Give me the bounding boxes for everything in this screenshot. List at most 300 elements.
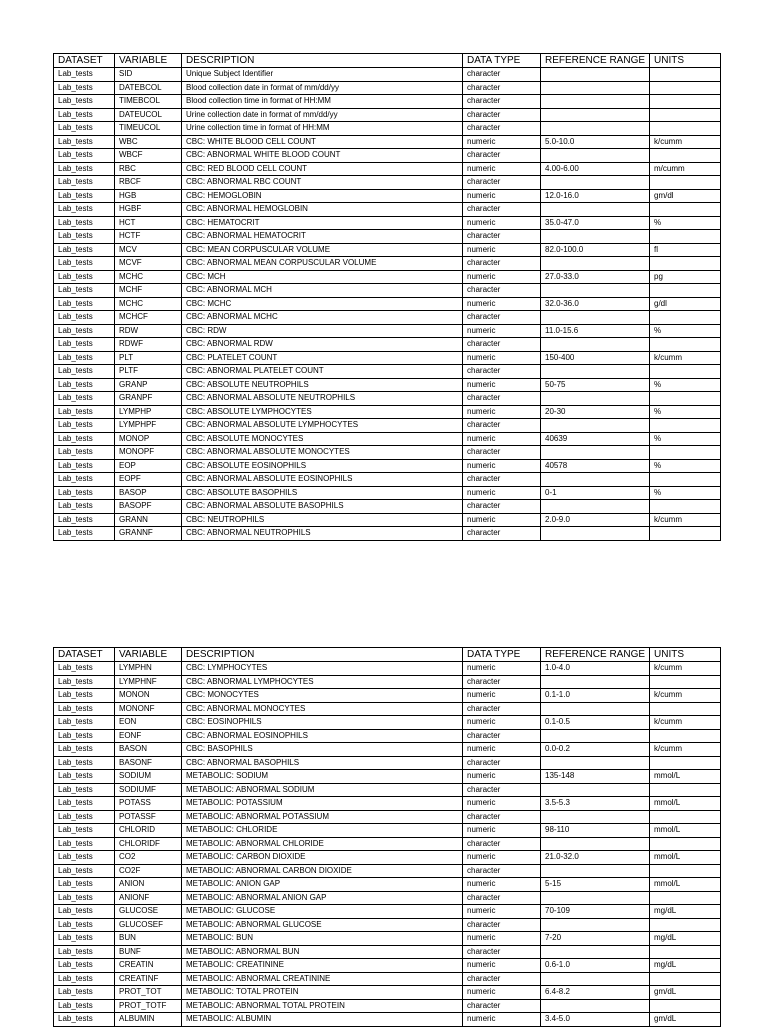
cell-reference-range — [541, 284, 650, 298]
cell-units — [650, 891, 721, 905]
cell-data-type: character — [463, 149, 541, 163]
table-row — [54, 378, 721, 392]
cell-dataset: Lab_tests — [54, 972, 115, 986]
cell-units: % — [650, 324, 721, 338]
cell-units: % — [650, 459, 721, 473]
cell-dataset: Lab_tests — [54, 918, 115, 932]
cell-description: METABOLIC: GLUCOSE — [182, 905, 463, 919]
cell-reference-range: 50-75 — [541, 378, 650, 392]
cell-data-type: numeric — [463, 1013, 541, 1027]
cell-variable: GRANNF — [115, 527, 182, 541]
cell-data-type: numeric — [463, 662, 541, 676]
cell-dataset: Lab_tests — [54, 743, 115, 757]
cell-reference-range — [541, 702, 650, 716]
cell-variable: RDW — [115, 324, 182, 338]
cell-data-type: numeric — [463, 986, 541, 1000]
cell-variable: RBCF — [115, 176, 182, 190]
cell-data-type: numeric — [463, 378, 541, 392]
cell-reference-range — [541, 918, 650, 932]
cell-data-type: character — [463, 864, 541, 878]
cell-units: % — [650, 378, 721, 392]
cell-reference-range: 6.4-8.2 — [541, 986, 650, 1000]
cell-variable: PROT_TOT — [115, 986, 182, 1000]
cell-description: METABOLIC: POTASSIUM — [182, 797, 463, 811]
cell-data-type: numeric — [463, 932, 541, 946]
cell-variable: GLUCOSEF — [115, 918, 182, 932]
cell-description: Blood collection date in format of mm/dd/yy — [182, 81, 463, 95]
cell-description: CBC: ABNORMAL EOSINOPHILS — [182, 729, 463, 743]
cell-reference-range — [541, 149, 650, 163]
table-row — [54, 135, 721, 149]
cell-data-type: numeric — [463, 486, 541, 500]
cell-reference-range: 7-20 — [541, 932, 650, 946]
cell-variable: BUN — [115, 932, 182, 946]
cell-dataset: Lab_tests — [54, 824, 115, 838]
cell-dataset: Lab_tests — [54, 311, 115, 325]
cell-description: CBC: LYMPHOCYTES — [182, 662, 463, 676]
cell-data-type: character — [463, 837, 541, 851]
cell-description: CBC: ABNORMAL MONOCYTES — [182, 702, 463, 716]
cell-dataset: Lab_tests — [54, 959, 115, 973]
cell-dataset: Lab_tests — [54, 851, 115, 865]
cell-description: CBC: MCHC — [182, 297, 463, 311]
cell-description: CBC: ABNORMAL NEUTROPHILS — [182, 527, 463, 541]
cell-units — [650, 918, 721, 932]
cell-data-type: character — [463, 203, 541, 217]
cell-units — [650, 257, 721, 271]
table-row — [54, 324, 721, 338]
cell-variable: CREATIN — [115, 959, 182, 973]
cell-description: METABOLIC: ABNORMAL TOTAL PROTEIN — [182, 999, 463, 1013]
cell-description: CBC: HEMATOCRIT — [182, 216, 463, 230]
cell-dataset: Lab_tests — [54, 932, 115, 946]
cell-variable: POTASS — [115, 797, 182, 811]
cell-dataset: Lab_tests — [54, 176, 115, 190]
table-row — [54, 68, 721, 82]
cell-description: CBC: ABNORMAL HEMOGLOBIN — [182, 203, 463, 217]
cell-reference-range: 3.5-5.3 — [541, 797, 650, 811]
cell-dataset: Lab_tests — [54, 675, 115, 689]
table-row — [54, 810, 721, 824]
cell-reference-range — [541, 837, 650, 851]
table-row — [54, 864, 721, 878]
cell-units: mmol/L — [650, 878, 721, 892]
cell-reference-range: 5.0-10.0 — [541, 135, 650, 149]
cell-units: k/cumm — [650, 716, 721, 730]
cell-dataset: Lab_tests — [54, 257, 115, 271]
cell-units — [650, 729, 721, 743]
table-row — [54, 419, 721, 433]
table-header-row — [54, 648, 721, 662]
cell-units: gm/dl — [650, 189, 721, 203]
cell-reference-range — [541, 230, 650, 244]
table-row — [54, 459, 721, 473]
cell-data-type: character — [463, 68, 541, 82]
cell-data-type: character — [463, 756, 541, 770]
cell-data-type: numeric — [463, 689, 541, 703]
cell-variable: GLUCOSE — [115, 905, 182, 919]
cell-variable: BASOPF — [115, 500, 182, 514]
cell-data-type: numeric — [463, 905, 541, 919]
cell-dataset: Lab_tests — [54, 297, 115, 311]
cell-data-type: character — [463, 500, 541, 514]
cell-description: CBC: PLATELET COUNT — [182, 351, 463, 365]
cell-dataset: Lab_tests — [54, 891, 115, 905]
cell-units: % — [650, 432, 721, 446]
table-row — [54, 675, 721, 689]
cell-dataset: Lab_tests — [54, 999, 115, 1013]
table-row — [54, 432, 721, 446]
cell-units: % — [650, 486, 721, 500]
table-row — [54, 999, 721, 1013]
cell-description: METABOLIC: ABNORMAL POTASSIUM — [182, 810, 463, 824]
cell-dataset: Lab_tests — [54, 1013, 115, 1027]
table-row — [54, 918, 721, 932]
cell-units — [650, 311, 721, 325]
cell-variable: MONOPF — [115, 446, 182, 460]
table-row — [54, 365, 721, 379]
cell-variable: MONON — [115, 689, 182, 703]
cell-reference-range — [541, 81, 650, 95]
cell-dataset: Lab_tests — [54, 432, 115, 446]
cell-reference-range: 12.0-16.0 — [541, 189, 650, 203]
cell-dataset: Lab_tests — [54, 351, 115, 365]
data-dictionary-table-2 — [53, 647, 721, 1027]
cell-data-type: character — [463, 527, 541, 541]
cell-reference-range — [541, 203, 650, 217]
cell-dataset: Lab_tests — [54, 230, 115, 244]
header-variable: VARIABLE — [115, 54, 182, 68]
table-row — [54, 257, 721, 271]
cell-dataset: Lab_tests — [54, 284, 115, 298]
cell-units — [650, 864, 721, 878]
table-row — [54, 702, 721, 716]
cell-data-type: character — [463, 338, 541, 352]
cell-dataset: Lab_tests — [54, 770, 115, 784]
table-row — [54, 743, 721, 757]
cell-description: Blood collection time in format of HH:MM — [182, 95, 463, 109]
table-row — [54, 149, 721, 163]
header-variable: VARIABLE — [115, 648, 182, 662]
cell-variable: BUNF — [115, 945, 182, 959]
cell-description: METABOLIC: SODIUM — [182, 770, 463, 784]
table-row — [54, 176, 721, 190]
cell-units: mmol/L — [650, 797, 721, 811]
cell-description: METABOLIC: ALBUMIN — [182, 1013, 463, 1027]
table-row — [54, 243, 721, 257]
cell-reference-range: 3.4-5.0 — [541, 1013, 650, 1027]
cell-reference-range — [541, 756, 650, 770]
cell-dataset: Lab_tests — [54, 702, 115, 716]
cell-variable: BASONF — [115, 756, 182, 770]
cell-description: METABOLIC: ABNORMAL CREATININE — [182, 972, 463, 986]
table-row — [54, 284, 721, 298]
cell-variable: LYMPHNF — [115, 675, 182, 689]
cell-data-type: character — [463, 365, 541, 379]
cell-dataset: Lab_tests — [54, 95, 115, 109]
cell-reference-range: 27.0-33.0 — [541, 270, 650, 284]
cell-variable: ALBUMIN — [115, 1013, 182, 1027]
cell-units — [650, 122, 721, 136]
cell-reference-range — [541, 473, 650, 487]
cell-reference-range — [541, 176, 650, 190]
cell-dataset: Lab_tests — [54, 365, 115, 379]
cell-variable: CREATINF — [115, 972, 182, 986]
cell-description: CBC: ABNORMAL HEMATOCRIT — [182, 230, 463, 244]
cell-units: mg/dL — [650, 932, 721, 946]
cell-reference-range: 4.00-6.00 — [541, 162, 650, 176]
header-data-type: DATA TYPE — [463, 648, 541, 662]
table-row — [54, 783, 721, 797]
cell-units — [650, 176, 721, 190]
cell-description: CBC: ABNORMAL LYMPHOCYTES — [182, 675, 463, 689]
table-row — [54, 189, 721, 203]
cell-units: fl — [650, 243, 721, 257]
cell-units — [650, 473, 721, 487]
cell-reference-range: 0.0-0.2 — [541, 743, 650, 757]
cell-data-type: character — [463, 108, 541, 122]
table-row — [54, 513, 721, 527]
cell-units — [650, 999, 721, 1013]
cell-data-type: numeric — [463, 851, 541, 865]
cell-dataset: Lab_tests — [54, 419, 115, 433]
cell-reference-range — [541, 999, 650, 1013]
cell-dataset: Lab_tests — [54, 149, 115, 163]
cell-dataset: Lab_tests — [54, 662, 115, 676]
cell-variable: GRANP — [115, 378, 182, 392]
cell-reference-range: 82.0-100.0 — [541, 243, 650, 257]
cell-variable: MCV — [115, 243, 182, 257]
cell-dataset: Lab_tests — [54, 500, 115, 514]
cell-units: k/cumm — [650, 513, 721, 527]
table-row — [54, 905, 721, 919]
cell-description: METABOLIC: ABNORMAL SODIUM — [182, 783, 463, 797]
cell-units — [650, 972, 721, 986]
table-row — [54, 756, 721, 770]
cell-data-type: character — [463, 392, 541, 406]
cell-variable: SID — [115, 68, 182, 82]
cell-units — [650, 68, 721, 82]
cell-dataset: Lab_tests — [54, 689, 115, 703]
cell-data-type: character — [463, 81, 541, 95]
cell-reference-range — [541, 122, 650, 136]
cell-variable: MONOP — [115, 432, 182, 446]
cell-variable: PLTF — [115, 365, 182, 379]
cell-variable: GRANPF — [115, 392, 182, 406]
cell-data-type: numeric — [463, 770, 541, 784]
cell-units: k/cumm — [650, 743, 721, 757]
table-row — [54, 338, 721, 352]
cell-data-type: character — [463, 783, 541, 797]
cell-units — [650, 203, 721, 217]
cell-units: mmol/L — [650, 770, 721, 784]
cell-units: mmol/L — [650, 824, 721, 838]
table-row — [54, 824, 721, 838]
cell-units — [650, 149, 721, 163]
cell-data-type: character — [463, 311, 541, 325]
cell-dataset: Lab_tests — [54, 729, 115, 743]
cell-data-type: numeric — [463, 243, 541, 257]
cell-description: CBC: RED BLOOD CELL COUNT — [182, 162, 463, 176]
header-reference-range: REFERENCE RANGE — [541, 54, 650, 68]
cell-description: METABOLIC: BUN — [182, 932, 463, 946]
cell-dataset: Lab_tests — [54, 513, 115, 527]
cell-units — [650, 675, 721, 689]
cell-reference-range — [541, 392, 650, 406]
cell-data-type: character — [463, 918, 541, 932]
cell-description: CBC: ABNORMAL RDW — [182, 338, 463, 352]
cell-description: METABOLIC: CHLORIDE — [182, 824, 463, 838]
cell-data-type: numeric — [463, 824, 541, 838]
table-row — [54, 689, 721, 703]
cell-reference-range — [541, 95, 650, 109]
cell-data-type: numeric — [463, 270, 541, 284]
cell-data-type: numeric — [463, 324, 541, 338]
cell-reference-range — [541, 783, 650, 797]
cell-variable: LYMPHN — [115, 662, 182, 676]
cell-variable: DATEBCOL — [115, 81, 182, 95]
cell-description: CBC: ABNORMAL WHITE BLOOD COUNT — [182, 149, 463, 163]
cell-units — [650, 756, 721, 770]
cell-data-type: character — [463, 473, 541, 487]
cell-reference-range: 35.0-47.0 — [541, 216, 650, 230]
cell-data-type: numeric — [463, 297, 541, 311]
cell-variable: SODIUMF — [115, 783, 182, 797]
header-dataset: DATASET — [54, 54, 115, 68]
cell-variable: TIMEBCOL — [115, 95, 182, 109]
table-row — [54, 203, 721, 217]
table-row — [54, 270, 721, 284]
cell-units: k/cumm — [650, 689, 721, 703]
cell-variable: ANIONF — [115, 891, 182, 905]
table-row — [54, 95, 721, 109]
table-row — [54, 932, 721, 946]
cell-description: CBC: MEAN CORPUSCULAR VOLUME — [182, 243, 463, 257]
cell-variable: CO2F — [115, 864, 182, 878]
cell-dataset: Lab_tests — [54, 68, 115, 82]
table-row — [54, 486, 721, 500]
cell-description: CBC: ABNORMAL MCHC — [182, 311, 463, 325]
cell-units — [650, 810, 721, 824]
cell-data-type: character — [463, 729, 541, 743]
cell-dataset: Lab_tests — [54, 108, 115, 122]
cell-variable: MCVF — [115, 257, 182, 271]
cell-reference-range: 135-148 — [541, 770, 650, 784]
cell-description: METABOLIC: ABNORMAL CARBON DIOXIDE — [182, 864, 463, 878]
cell-units — [650, 837, 721, 851]
table-row — [54, 729, 721, 743]
cell-variable: CHLORID — [115, 824, 182, 838]
table-row — [54, 81, 721, 95]
cell-units — [650, 365, 721, 379]
cell-variable: LYMPHP — [115, 405, 182, 419]
cell-data-type: numeric — [463, 959, 541, 973]
cell-reference-range: 32.0-36.0 — [541, 297, 650, 311]
cell-dataset: Lab_tests — [54, 135, 115, 149]
cell-units — [650, 284, 721, 298]
cell-units: k/cumm — [650, 351, 721, 365]
cell-description: Urine collection time in format of HH:MM — [182, 122, 463, 136]
cell-dataset: Lab_tests — [54, 716, 115, 730]
cell-reference-range — [541, 419, 650, 433]
cell-units: g/dl — [650, 297, 721, 311]
cell-description: CBC: ABSOLUTE MONOCYTES — [182, 432, 463, 446]
table-row — [54, 662, 721, 676]
cell-data-type: character — [463, 419, 541, 433]
header-units: UNITS — [650, 54, 721, 68]
cell-description: METABOLIC: ABNORMAL ANION GAP — [182, 891, 463, 905]
cell-dataset: Lab_tests — [54, 486, 115, 500]
cell-reference-range — [541, 108, 650, 122]
cell-description: CBC: ABNORMAL ABSOLUTE MONOCYTES — [182, 446, 463, 460]
cell-description: CBC: ABNORMAL ABSOLUTE EOSINOPHILS — [182, 473, 463, 487]
cell-dataset: Lab_tests — [54, 324, 115, 338]
cell-dataset: Lab_tests — [54, 338, 115, 352]
cell-variable: RDWF — [115, 338, 182, 352]
cell-dataset: Lab_tests — [54, 81, 115, 95]
table-row — [54, 108, 721, 122]
cell-data-type: character — [463, 95, 541, 109]
cell-description: CBC: MONOCYTES — [182, 689, 463, 703]
cell-reference-range — [541, 365, 650, 379]
cell-reference-range: 0.1-0.5 — [541, 716, 650, 730]
cell-reference-range: 20-30 — [541, 405, 650, 419]
cell-dataset: Lab_tests — [54, 189, 115, 203]
cell-dataset: Lab_tests — [54, 270, 115, 284]
cell-reference-range: 5-15 — [541, 878, 650, 892]
cell-variable: GRANN — [115, 513, 182, 527]
cell-dataset: Lab_tests — [54, 216, 115, 230]
cell-variable: MONONF — [115, 702, 182, 716]
cell-description: CBC: ABNORMAL ABSOLUTE LYMPHOCYTES — [182, 419, 463, 433]
cell-data-type: numeric — [463, 716, 541, 730]
cell-data-type: numeric — [463, 405, 541, 419]
cell-units — [650, 230, 721, 244]
cell-dataset: Lab_tests — [54, 378, 115, 392]
cell-reference-range: 150-400 — [541, 351, 650, 365]
cell-variable: MCHF — [115, 284, 182, 298]
table-row — [54, 162, 721, 176]
cell-reference-range — [541, 500, 650, 514]
cell-reference-range: 70-109 — [541, 905, 650, 919]
cell-reference-range: 11.0-15.6 — [541, 324, 650, 338]
cell-units — [650, 392, 721, 406]
cell-reference-range — [541, 257, 650, 271]
cell-data-type: character — [463, 446, 541, 460]
table-row — [54, 797, 721, 811]
cell-units — [650, 419, 721, 433]
cell-reference-range: 0.6-1.0 — [541, 959, 650, 973]
cell-units — [650, 527, 721, 541]
cell-dataset: Lab_tests — [54, 162, 115, 176]
cell-description: Urine collection date in format of mm/dd/yy — [182, 108, 463, 122]
cell-variable: HCT — [115, 216, 182, 230]
cell-dataset: Lab_tests — [54, 986, 115, 1000]
cell-units — [650, 338, 721, 352]
table-row — [54, 392, 721, 406]
cell-description: CBC: ABSOLUTE LYMPHOCYTES — [182, 405, 463, 419]
table-row — [54, 297, 721, 311]
cell-dataset: Lab_tests — [54, 810, 115, 824]
cell-reference-range — [541, 527, 650, 541]
cell-data-type: numeric — [463, 797, 541, 811]
cell-dataset: Lab_tests — [54, 837, 115, 851]
cell-reference-range: 21.0-32.0 — [541, 851, 650, 865]
cell-description: CBC: NEUTROPHILS — [182, 513, 463, 527]
cell-description: CBC: ABNORMAL RBC COUNT — [182, 176, 463, 190]
header-description: DESCRIPTION — [182, 648, 463, 662]
cell-reference-range — [541, 338, 650, 352]
